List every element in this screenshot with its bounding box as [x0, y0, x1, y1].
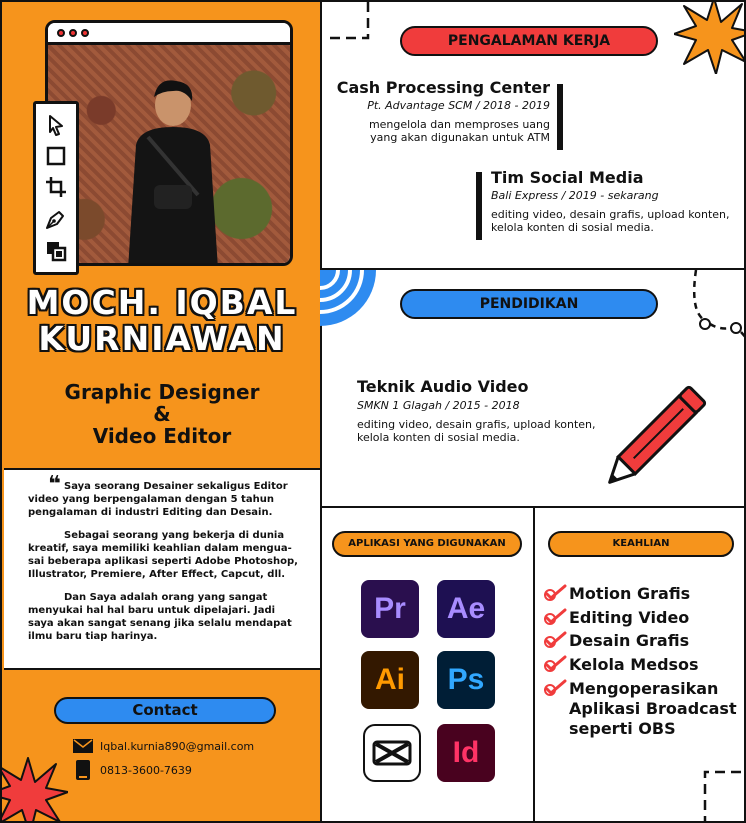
skill-label: Editing Video: [569, 608, 690, 627]
tool-palette: [33, 101, 79, 275]
profile-photo: [48, 45, 290, 263]
dashed-corner-icon: [703, 770, 746, 823]
photo-window-titlebar: [48, 23, 290, 45]
education-meta: SMKN 1 Glagah / 2015 - 2018: [357, 399, 520, 412]
window-dot-icon: [69, 29, 77, 37]
checkmark-icon: [543, 631, 569, 654]
job-period: 2019 - sekarang: [568, 189, 659, 202]
job-period: 2018 - 2019: [483, 99, 550, 112]
indesign-icon: Id: [437, 724, 495, 782]
education-program: Teknik Audio Video: [357, 377, 529, 396]
quote-icon: ❝: [48, 472, 61, 497]
job-company: Bali Express: [491, 189, 559, 202]
quarter-rings-icon: [320, 268, 378, 328]
experience-section: [322, 2, 746, 270]
checkmark-icon: [543, 584, 569, 607]
job-desc-line: yang akan digunakan untuk ATM: [370, 131, 550, 144]
name-line-2: KURNIAWAN: [38, 319, 286, 358]
apps-section: [322, 508, 535, 823]
job-meta: Pt. Advantage SCM / 2018 - 2019: [367, 99, 550, 112]
job-meta: Bali Express / 2019 - sekarang: [491, 189, 659, 202]
pen-tool-icon: [44, 207, 68, 231]
job-role: [2, 381, 322, 447]
phone-row[interactable]: [72, 760, 192, 780]
phone-text[interactable]: 0813-3600-7639: [100, 763, 192, 777]
rectangle-icon: [45, 145, 67, 167]
job-description: [491, 208, 741, 234]
job-title: Tim Social Media: [491, 168, 644, 187]
skill-label: Mengoperasikan Aplikasi Broadcast seperti OBS: [569, 679, 737, 738]
starburst-icon: [674, 0, 746, 74]
checkmark-icon: [543, 608, 569, 631]
experience-heading: PENGALAMAN KERJA: [400, 26, 658, 56]
job-entry-2: [491, 168, 741, 234]
about-paragraph: Saya seorang Desainer sekaligus Editor video yang berpengalaman dengan 5 tahun pengalaman di industri Editing dan Desain.: [28, 481, 288, 518]
dashed-loop-icon: [688, 270, 746, 350]
email-text[interactable]: Iqbal.kurnia890@gmail.com: [100, 739, 255, 753]
education-heading: PENDIDIKAN: [400, 289, 658, 319]
about-section: [4, 468, 320, 670]
email-row[interactable]: [72, 739, 254, 753]
illustrator-icon: Ai: [361, 651, 419, 709]
education-desc-line: editing video, desain grafis, upload konten,: [357, 418, 596, 431]
role-line-1: Graphic Designer: [64, 380, 260, 404]
about-paragraph: Dan Saya adalah orang yang sangat menyukai hal hal baru untuk dipelajari. Jadi saya akan sangat senang jika selalu mendapat ilmu baru tiap harinya.: [28, 592, 292, 642]
mail-icon: [72, 739, 94, 753]
divider-bar: [557, 84, 563, 150]
skills-heading: KEAHLIAN: [548, 531, 734, 557]
skill-item: [543, 655, 699, 678]
job-desc-line: kelola konten di sosial media.: [491, 221, 654, 234]
education-period: 2015 - 2018: [452, 399, 520, 412]
job-title: Cash Processing Center: [336, 78, 550, 97]
education-description: [357, 418, 617, 444]
skill-label: Kelola Medsos: [569, 655, 699, 674]
skill-label: Motion Grafis: [569, 584, 691, 603]
job-desc-line: editing video, desain grafis, upload konten,: [491, 208, 730, 221]
checkmark-icon: [543, 655, 569, 678]
role-line-3: Video Editor: [92, 424, 232, 448]
job-company: Pt. Advantage SCM: [367, 99, 473, 112]
education-desc-line: kelola konten di sosial media.: [357, 431, 520, 444]
job-description: [322, 118, 550, 144]
education-section: [322, 270, 746, 508]
phone-icon: [72, 760, 94, 780]
pencil-icon: [602, 370, 722, 490]
cursor-icon: [45, 114, 67, 136]
checkmark-icon: [543, 679, 569, 702]
apps-heading: APLIKASI YANG DIGUNAKAN: [332, 531, 522, 557]
skills-section: [535, 508, 746, 823]
dashed-corner-icon: [326, 2, 370, 42]
premiere-icon: Pr: [361, 580, 419, 638]
fill-stroke-icon: [45, 240, 67, 262]
crop-icon: [45, 176, 67, 198]
skill-item: [543, 608, 689, 631]
about-paragraph: Sebagai seorang yang bekerja di dunia kreatif, saya memiliki keahlian dalam mengua- sai beberapa aplikasi seperti Adobe Photoshop, Illustrator, Premiere, After Effect, Capcut, dll.: [28, 530, 298, 580]
window-dot-icon: [57, 29, 65, 37]
divider-bar: [476, 172, 482, 240]
full-name: [2, 285, 322, 357]
person-silhouette-icon: [118, 75, 228, 266]
job-entry-1: [322, 78, 550, 144]
skill-item: [543, 584, 690, 607]
skill-item: [543, 679, 737, 739]
contact-heading: Contact: [54, 697, 276, 724]
education-entry: [357, 377, 617, 444]
window-dot-icon: [81, 29, 89, 37]
capcut-icon: [363, 724, 421, 782]
education-school: SMKN 1 Glagah: [357, 399, 442, 412]
name-line-1: MOCH. IQBAL: [26, 283, 298, 322]
left-column: [2, 2, 322, 823]
photoshop-icon: Ps: [437, 651, 495, 709]
role-line-2: &: [153, 402, 171, 426]
skill-item: [543, 631, 689, 654]
starburst-icon: [0, 754, 68, 823]
photo-window: [45, 20, 293, 266]
skill-label: Desain Grafis: [569, 631, 690, 650]
job-desc-line: mengelola dan memproses uang: [368, 118, 550, 131]
after-effects-icon: Ae: [437, 580, 495, 638]
